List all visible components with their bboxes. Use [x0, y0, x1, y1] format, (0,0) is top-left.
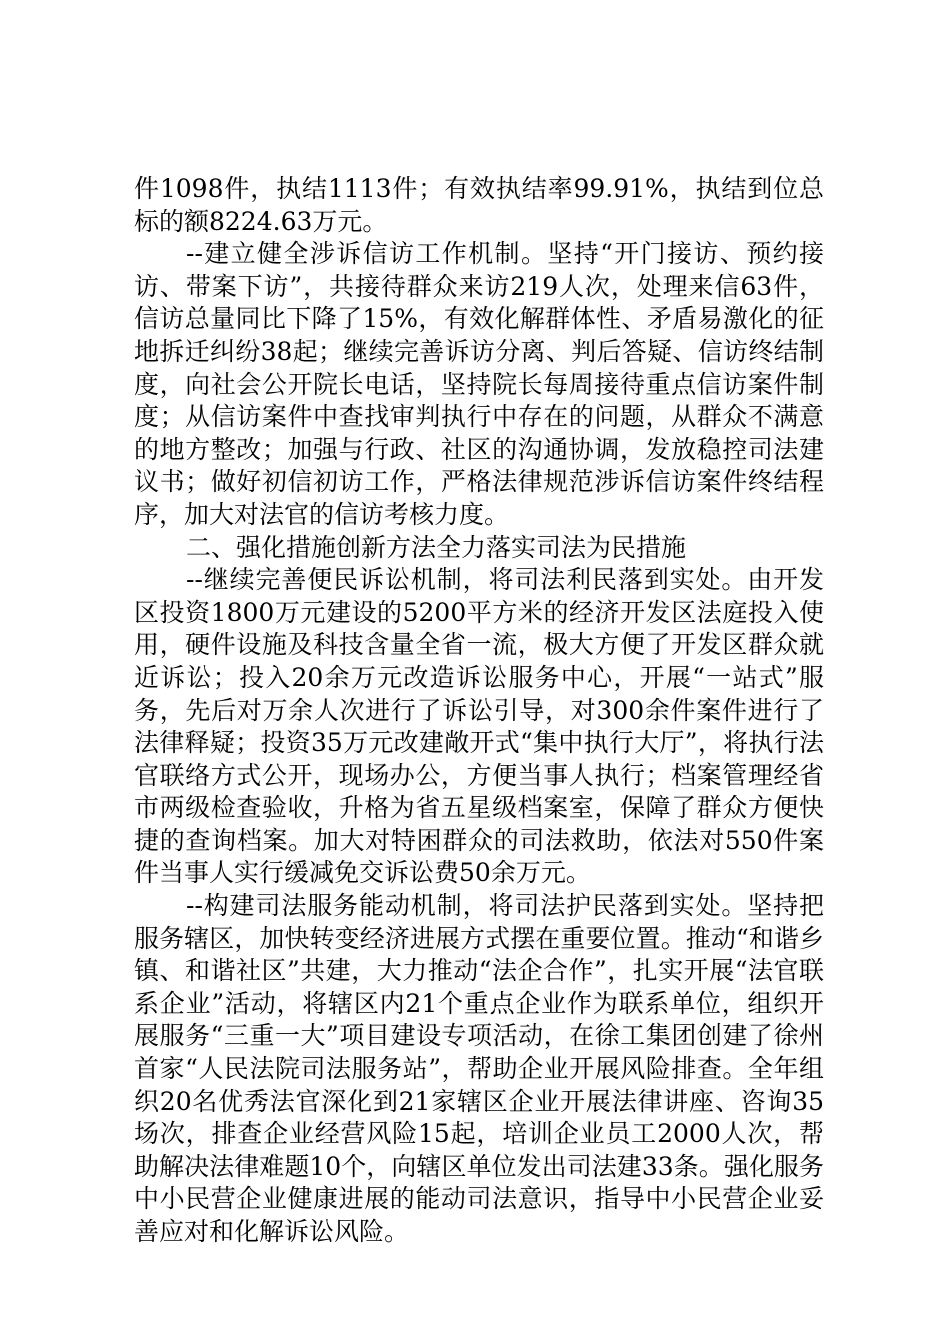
paragraph-judicial-service: --构建司法服务能动机制，将司法护民落到实处。坚持把服务辖区，加快转变经济进展方式摆在重要位置。推动“和谐乡镇、和谐社区”共建，大力推动“法企合作”，扎实开展“法官联系企业”活动，将辖区内21个重点企业作为联系单位，组织开展服务“三重一大”项目建设专项活动，在徐工集团创建了徐州首家“人民法院司法服务站”，帮助企业开展风险排查。全年组织20名优秀法官深化到21家辖区企业开展法律讲座、咨询35场次，排查企业经营风险15起，培训企业员工2000人次，帮助解决法律难题10个，向辖区单位发出司法建33条。强化服务中小民营企业健康进展的能动司法意识，指导中小民营企业妥善应对和化解诉讼风险。 — [134, 891, 824, 1246]
paragraph-petition-mechanism: --建立健全涉诉信访工作机制。坚持“开门接访、预约接访、带案下访”，共接待群众来访219人次，处理来信63件，信访总量同比下降了15%，有效化解群体性、矛盾易激化的征地拆迁纠纷38起；继续完善诉访分离、判后答疑、信访终结制度，向社会公开院长电话，坚持院长每周接待重点信访案件制度；从信访案件中查找审判执行中存在的问题，从群众不满意的地方整改；加强与行政、社区的沟通协调，发放稳控司法建议书；做好初信初访工作，严格法律规范涉诉信访案件终结程序，加大对法官的信访考核力度。 — [134, 239, 824, 529]
paragraph-enforcement-stats: 件1098件，执结1113件；有效执结率99.91%，执结到位总标的额8224.63万元。 — [134, 174, 824, 236]
document-page — [134, 173, 824, 1249]
paragraph-convenience-litigation: --继续完善便民诉讼机制，将司法利民落到实处。由开发区投资1800万元建设的5200平方米的经济开发区法庭投入使用，硬件设施及科技含量全省一流，极大方便了开发区群众就近诉讼；投入20余万元改造诉讼服务中心，开展“一站式”服务，先后对万余人次进行了诉讼引导，对300余件案件进行了法律释疑；投资35万元改建敞开式“集中执行大厅”，将执行法官联络方式公开，现场办公，方便当事人执行；档案管理经省市两级检查验收，升格为省五星级档案室，保障了群众方便快捷的查询档案。加大对特困群众的司法救助，依法对550件案件当事人实行缓减免交诉讼费50余万元。 — [134, 565, 824, 888]
section-heading: 二、强化措施创新方法全力落实司法为民措施 — [186, 532, 687, 562]
